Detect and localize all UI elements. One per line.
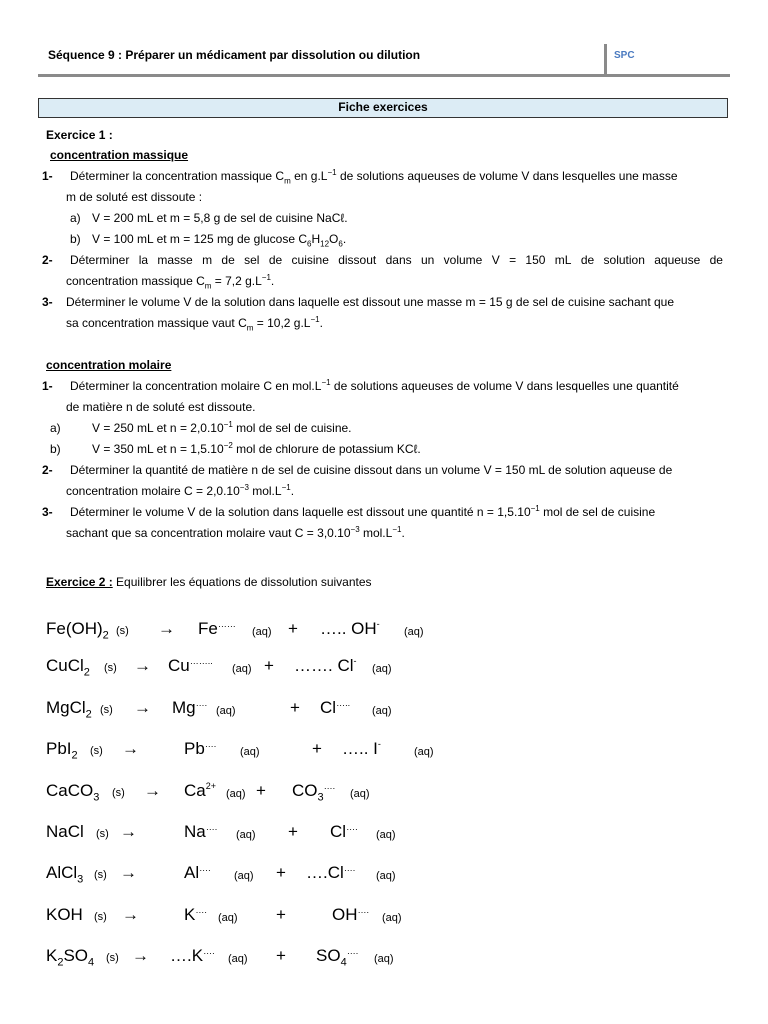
- anion-state: (aq): [372, 705, 392, 717]
- anion-state: (aq): [404, 626, 424, 638]
- reactant-state: (s): [94, 869, 107, 881]
- molaire-q1-a: V = 250 mL et $n = 2,0.10^{-1}$ mol de sel de cuisine.: [92, 420, 352, 435]
- item-label: b): [70, 232, 81, 246]
- molaire-q1-line1: Déterminer la concentration molaire C en $mol.L^{-1}$ de solutions aqueuses de volume V dans lesquelles une quantité: [70, 378, 679, 393]
- product-anion: ….. OH-: [320, 619, 380, 638]
- word: dans: [385, 253, 412, 267]
- word: volume: [443, 253, 483, 267]
- equation-row: [46, 946, 466, 970]
- reaction-arrow-icon: →: [132, 946, 149, 965]
- question-number: 1-: [42, 379, 53, 393]
- reactant-state: (s): [104, 662, 117, 674]
- equation-row: [46, 822, 466, 846]
- word: cuisine: [291, 253, 329, 267]
- reactant-formula: MgCl$_2$: [46, 698, 92, 721]
- reaction-arrow-icon: →: [120, 822, 137, 841]
- reactant-formula: PbI$_2$: [46, 739, 78, 762]
- molaire-q3-line1: Déterminer le volume V de la solution dans laquelle est dissout une quantité $n = 1,5.10^{-1}$ mol de sel de cuisine: [70, 504, 656, 519]
- reaction-arrow-icon: →: [134, 656, 151, 675]
- word: de: [268, 253, 283, 267]
- word: 150: [525, 253, 546, 267]
- molaire-q2-line2: concentration molaire $C = 2,0.10^{-3}$ $mol.L^{-1}$.: [66, 483, 295, 498]
- massique-q2-line2: concentration massique $C_m = 7,2$ $g.L^{-1}$.: [66, 273, 275, 291]
- anion-state: (aq): [374, 953, 394, 965]
- anion-state: (aq): [376, 829, 396, 841]
- reactant-formula: AlCl$_3$: [46, 863, 84, 886]
- massique-q1-a: V = 200 mL et m = 5,8 g de sel de cuisine NaCℓ.: [92, 211, 348, 225]
- reaction-arrow-icon: →: [122, 905, 139, 924]
- word: solution: [603, 253, 645, 267]
- molaire-q3-line2: sachant que sa concentration molaire vaut $C = 3,0.10^{-3}$ $mol.L^{-1}$.: [66, 525, 405, 540]
- question-number: 2-: [42, 253, 53, 267]
- reactant-state: (s): [112, 787, 125, 799]
- reactant-formula: NaCl: [46, 822, 84, 841]
- product-cation: Cu……..: [168, 656, 213, 675]
- molaire-q2-line1: Déterminer la quantité de matière n de sel de cuisine dissout dans un volume V = 150 mL de solution aqueuse de: [70, 463, 673, 477]
- equation-row: [46, 863, 466, 887]
- anion-state: (aq): [376, 870, 396, 882]
- massique-q3-line2: sa concentration massique vaut $C_m = 10,2$ $g.L^{-1}$.: [66, 315, 323, 333]
- reactant-state: (s): [116, 625, 129, 637]
- word: masse: [157, 253, 193, 267]
- product-cation: Al….: [184, 863, 211, 882]
- plus-sign: +: [264, 656, 274, 675]
- product-anion: ……. Cl-: [294, 656, 357, 675]
- product-cation: K….: [184, 905, 207, 924]
- question-number: 3-: [42, 295, 53, 309]
- word: de: [709, 253, 723, 267]
- exercise-2-heading: Exercice 2 : Equilibrer les équations de dissolution suivantes: [46, 575, 372, 589]
- reactant-formula: $Fe(OH)_2$: [46, 619, 109, 642]
- equation-row: [46, 739, 466, 763]
- reactant-formula: KOH: [46, 905, 83, 924]
- plus-sign: +: [256, 781, 266, 800]
- product-anion: Cl….: [330, 822, 358, 841]
- molaire-heading: concentration molaire: [46, 358, 172, 372]
- cation-state: (aq): [236, 829, 256, 841]
- massique-q1-b: V = 100 mL et m = 125 mg de glucose $C_6H_{12}O_6$.: [92, 232, 347, 249]
- question-number: 1-: [42, 169, 53, 183]
- page-header: [38, 36, 730, 77]
- massique-q1-line2: m de soluté est dissoute :: [66, 190, 203, 204]
- cation-state: (aq): [232, 663, 252, 675]
- massique-q3-line1: Déterminer le volume V de la solution dans laquelle est dissout une masse m = 15 g de sel de cuisine sachant que: [66, 295, 675, 309]
- anion-state: (aq): [372, 663, 392, 675]
- item-label: a): [50, 421, 61, 435]
- fiche-title: Fiche exercices: [38, 98, 728, 118]
- molaire-q1-b: V = 350 mL et $n = 1,5.10^{-2}$ mol de chlorure de potassium KCℓ.: [92, 441, 421, 456]
- reactant-state: (s): [90, 745, 103, 757]
- molaire-q1-line2: de matière n de soluté est dissoute.: [66, 400, 256, 414]
- exercise-1-heading: Exercice 1 :: [46, 128, 113, 142]
- anion-state: (aq): [414, 746, 434, 758]
- word: =: [509, 253, 517, 267]
- reactant-state: (s): [96, 828, 109, 840]
- header-title: Séquence 9 : Préparer un médicament par dissolution ou dilution: [48, 48, 421, 62]
- equation-row: [46, 619, 466, 643]
- reaction-arrow-icon: →: [120, 863, 137, 882]
- word: m: [202, 253, 213, 267]
- cation-state: (aq): [218, 912, 238, 924]
- word: la: [138, 253, 149, 267]
- plus-sign: +: [276, 946, 286, 965]
- question-number: 3-: [42, 505, 53, 519]
- product-anion: $CO_3^{\dots.}$: [292, 781, 336, 804]
- product-anion: $SO_4^{\dots.}$: [316, 946, 359, 969]
- massique-q2-line1: [70, 252, 723, 268]
- anion-state: (aq): [350, 788, 370, 800]
- word: sel: [244, 253, 260, 267]
- product-cation: $Ca^{2+}$: [184, 781, 216, 800]
- question-number: 2-: [42, 463, 53, 477]
- plus-sign: +: [276, 905, 286, 924]
- reactant-formula: CuCl$_2$: [46, 656, 90, 679]
- cation-state: (aq): [228, 953, 248, 965]
- word: dissout: [338, 253, 377, 267]
- word: mL: [554, 253, 572, 267]
- product-cation: Fe……: [198, 619, 236, 638]
- item-label: b): [50, 442, 61, 456]
- cation-state: (aq): [252, 626, 272, 638]
- reactant-state: (s): [100, 704, 113, 716]
- massique-q1-line1: Déterminer la concentration massique $C_m$ en $g.L^{-1}$ de solutions aqueuses de volume V dans lesquelles une masse: [70, 168, 678, 186]
- word: Déterminer: [70, 253, 130, 267]
- cation-state: (aq): [226, 788, 246, 800]
- product-cation: Mg….: [172, 698, 208, 717]
- equation-row: [46, 781, 466, 805]
- plus-sign: +: [290, 698, 300, 717]
- word: un: [420, 253, 435, 267]
- massique-heading: concentration massique: [50, 148, 189, 162]
- word: aqueuse: [654, 253, 701, 267]
- product-cation: Pb….: [184, 739, 217, 758]
- anion-state: (aq): [382, 912, 402, 924]
- reaction-arrow-icon: →: [134, 698, 151, 717]
- cation-state: (aq): [240, 746, 260, 758]
- cation-state: (aq): [234, 870, 254, 882]
- equation-row: [46, 905, 466, 929]
- plus-sign: +: [276, 863, 286, 882]
- cation-state: (aq): [216, 705, 236, 717]
- product-anion: ….Cl….: [306, 863, 356, 882]
- equation-row: [46, 698, 466, 722]
- word: de: [580, 253, 595, 267]
- plus-sign: +: [288, 619, 298, 638]
- product-anion: OH….: [332, 905, 370, 924]
- product-cation: Na….: [184, 822, 218, 841]
- reactant-state: (s): [94, 911, 107, 923]
- header-separator: [604, 44, 607, 74]
- reactant-formula: CaCO$_3$: [46, 781, 100, 804]
- reaction-arrow-icon: →: [144, 781, 161, 800]
- header-subject-tag: SPC: [614, 50, 635, 61]
- product-anion: Cl…..: [320, 698, 351, 717]
- reactant-state: (s): [106, 952, 119, 964]
- item-label: a): [70, 211, 81, 225]
- reaction-arrow-icon: →: [122, 739, 139, 758]
- plus-sign: +: [288, 822, 298, 841]
- reactant-formula: $K_2SO_4$: [46, 946, 95, 969]
- product-anion: ….. I-: [342, 739, 381, 758]
- plus-sign: +: [312, 739, 322, 758]
- reaction-arrow-icon: →: [158, 619, 175, 638]
- equation-row: [46, 656, 466, 680]
- word: de: [221, 253, 235, 267]
- product-cation: ….K….: [170, 946, 215, 965]
- word: V: [491, 253, 500, 267]
